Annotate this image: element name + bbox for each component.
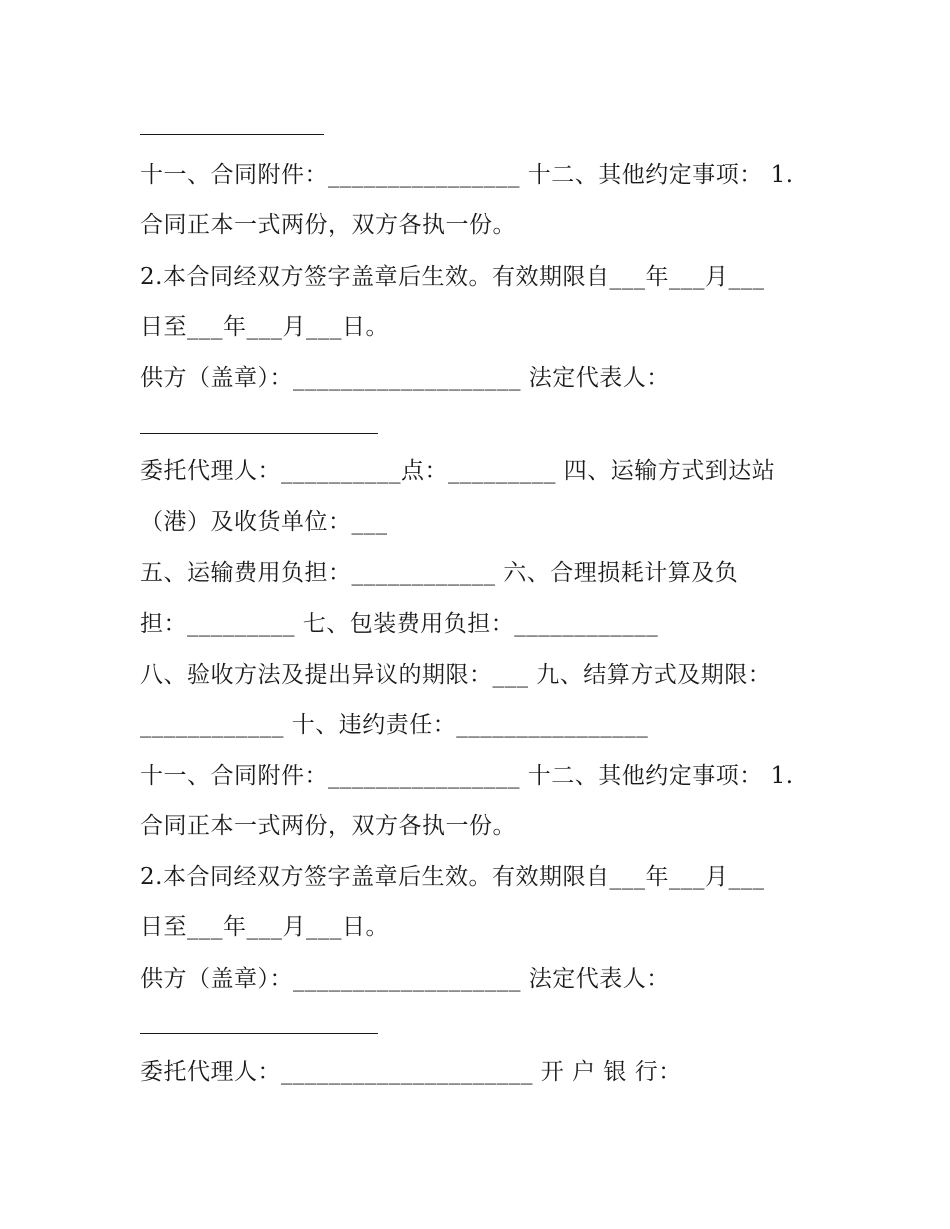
text-line: （港）及收货单位：___ bbox=[140, 509, 388, 535]
text-line: 合同正本一式两份，双方各执一份。 bbox=[140, 813, 516, 839]
text-line: 委托代理人：__________点：_________ 四、运输方式到达站 bbox=[140, 458, 776, 484]
blank-underline-signature bbox=[140, 1033, 378, 1034]
blank-underline-signature bbox=[140, 433, 378, 434]
text-line: 委托代理人：_____________________ 开 户 银 行： bbox=[140, 1059, 682, 1085]
text-line: 合同正本一式两份，双方各执一份。 bbox=[140, 212, 516, 238]
text-line: 2.本合同经双方签字盖章后生效。有效期限自___年___月___ bbox=[140, 864, 765, 890]
text-line: 供方（盖章）：___________________ 法定代表人： bbox=[140, 365, 670, 391]
text-line: 十一、合同附件：________________ 十二、其他约定事项： 1. bbox=[140, 763, 794, 789]
text-line: 日至___年___月___日。 bbox=[140, 314, 389, 340]
blank-underline-top bbox=[140, 134, 324, 135]
text-line: 五、运输费用负担：____________ 六、合理损耗计算及负 bbox=[140, 560, 739, 586]
text-line: 日至___年___月___日。 bbox=[140, 914, 389, 940]
text-line: 八、验收方法及提出异议的期限：___ 九、结算方式及期限： bbox=[140, 662, 772, 688]
text-line: 十一、合同附件：________________ 十二、其他约定事项： 1. bbox=[140, 162, 794, 188]
text-line: 供方（盖章）：___________________ 法定代表人： bbox=[140, 966, 670, 992]
text-line: 2.本合同经双方签字盖章后生效。有效期限自___年___月___ bbox=[140, 264, 765, 290]
text-line: 担：_________ 七、包装费用负担：____________ bbox=[140, 611, 659, 637]
text-line: ____________ 十、违约责任：________________ bbox=[140, 712, 649, 738]
